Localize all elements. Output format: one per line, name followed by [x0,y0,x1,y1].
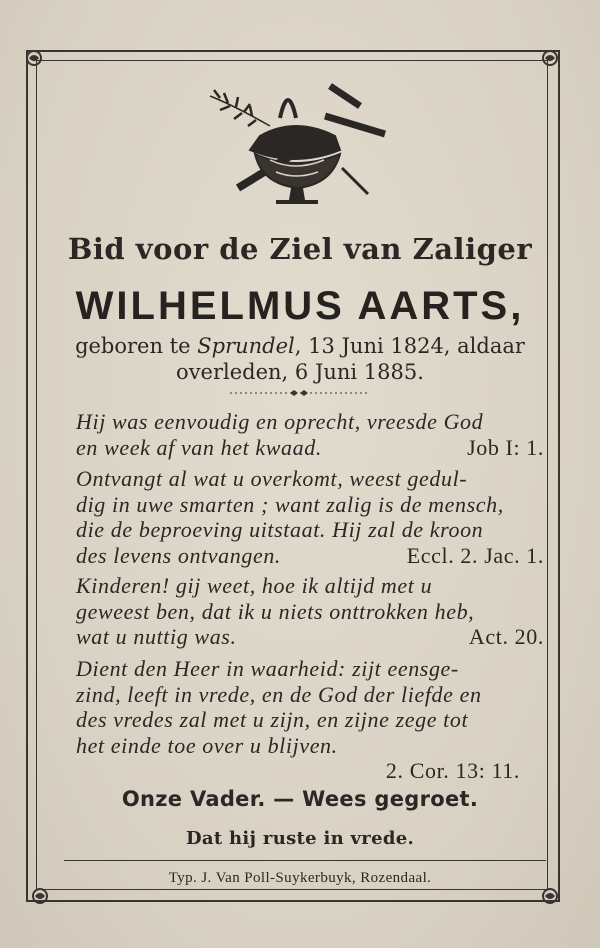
verse-text: Hij was eenvoudig en oprecht, vreesde God [76,409,484,434]
verse-text: het einde toe over u blijven. [76,732,338,758]
death-line: overleden, 6 Juni 1885. [176,360,424,384]
verse-line [76,758,544,784]
verse-text: dig in uwe smarten ; want zalig is de mensch, [76,491,504,517]
corner-ornament-icon [24,48,44,68]
birth-suffix: , 13 Juni 1824, aldaar [294,334,525,358]
verse-text: geweest ben, dat ik u niets onttrokken heb, [76,598,475,624]
verse-line [76,682,544,708]
verse-eccl [76,466,544,568]
deceased-name: WILHELMUS AARTS, [75,284,525,328]
verse-line [76,599,544,625]
verse-line [76,517,544,543]
verse-line [76,492,544,518]
verse-line [76,624,544,650]
verse-line [76,573,544,599]
verse-text: Dient den Heer in waarheid: zijt eensge- [76,656,459,681]
holy-water-urn-emblem-icon [200,76,390,212]
verse-act [76,573,544,650]
birth-line [40,333,560,359]
dotted-divider [230,389,370,397]
birth-prefix: geboren te [75,334,198,358]
prayer-heading: Bid voor de Ziel van Zaliger [67,232,533,266]
verse-line [76,466,544,492]
bottom-rule [64,860,546,861]
verse-line [76,543,544,569]
verse-line [76,435,544,461]
verse-text: Ontvangt al wat u overkomt, weest gedul- [76,466,468,491]
verse-text: des vredes zal met u zijn, en zijne zege tot [76,707,469,732]
verse-cor [76,656,544,784]
verse-text: wat u nuttig was. [76,624,237,649]
corner-ornament-icon [540,48,560,68]
rest-in-peace: Dat hij ruste in vrede. [185,828,415,849]
printer-imprint: Typ. J. Van Poll-Suykerbuyk, Rozendaal. [168,870,432,886]
scripture-reference: Act. 20. [468,624,544,649]
verse-line [76,733,544,759]
verse-text: des levens ontvangen. [76,542,282,568]
birth-place: Sprundel [197,334,295,358]
verse-line [76,656,544,682]
life-dates [40,333,560,385]
prayer-line: Onze Vader. — Wees gegroet. [121,787,479,811]
verse-line [76,409,544,435]
scripture-reference: Job I: 1. [467,434,544,460]
verse-job [76,409,544,460]
verse-text: die de beproeving uitstaat. Hij zal de kroon [76,517,484,542]
scripture-reference: Eccl. 2. Jac. 1. [406,542,544,568]
verse-text: Kinderen! gij weet, hoe ik altijd met u [76,573,433,598]
scripture-reference: 2. Cor. 13: 11. [385,758,520,783]
corner-ornament-icon [540,886,560,906]
verse-text: zind, leeft in vrede, en de God der liefde en [76,681,482,707]
verse-text: en week af van het kwaad. [76,434,322,460]
corner-ornament-icon [30,886,50,906]
verse-line [76,707,544,733]
